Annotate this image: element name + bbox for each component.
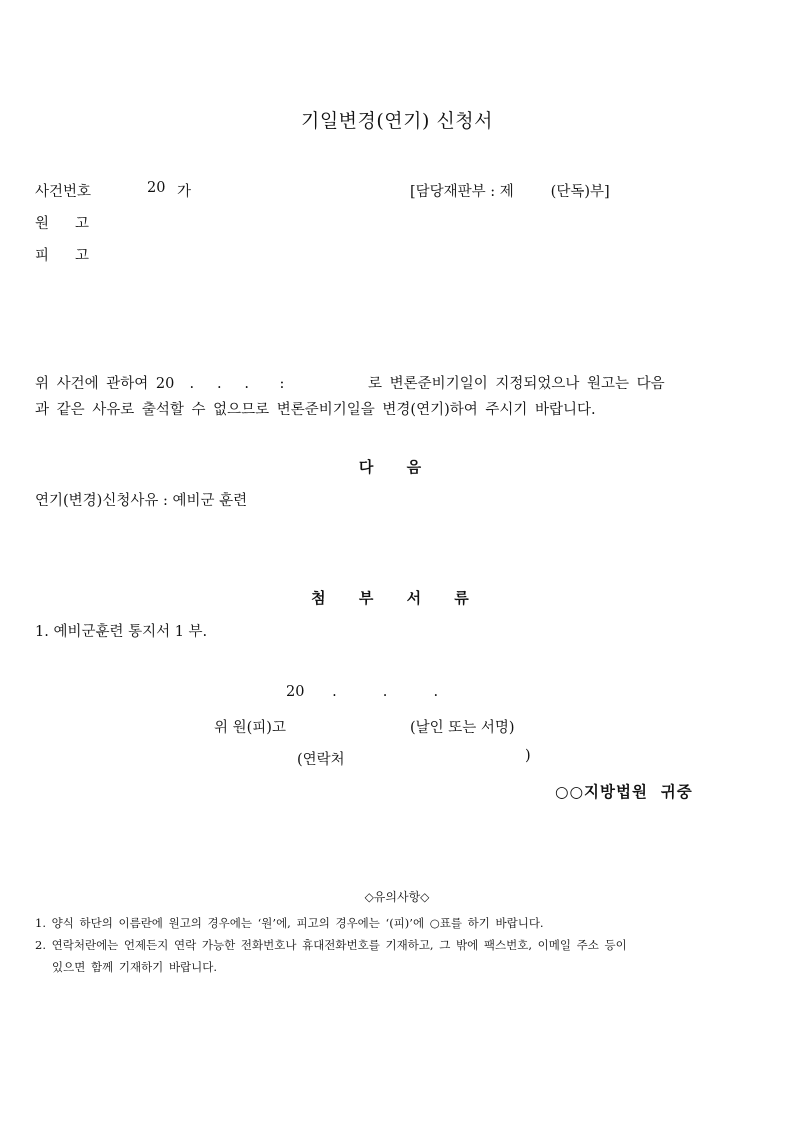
case-type: 가 [177,184,192,200]
note-item-2-continued: 있으면 함께 기재하기 바랍니다. [52,960,218,974]
postponement-reason: 연기(변경)신청사유 : 예비군 훈련 [35,493,248,509]
seal-or-signature: (날인 또는 서명) [410,720,515,736]
plaintiff-label: 원고 [35,216,116,232]
attachment-item: 1. 예비군훈련 통지서 1 부. [35,624,208,640]
court-addressee: ○○지방법원 귀중 [555,782,693,801]
judge-department: [담당재판부 : 제 (단독)부] [410,184,610,200]
request-body [35,371,715,423]
request-body-line1: 위 사건에 관하여 20 . . . : 로 변론준비기일이 지정되었으나 원고는 다음 [35,376,665,392]
note-item-2: 2. 연락처란에는 언제든지 연락 가능한 전화번호나 휴대전화번호를 기재하고, 그 밖에 팩스번호, 이메일 주소 등이 [35,938,627,952]
case-number-label: 사건번호 [35,184,92,200]
document-title: 기일변경(연기) 신청서 [300,110,494,132]
contact-label: (연락처 [297,752,345,768]
defendant-label: 피고 [35,248,116,264]
note-item-1: 1. 양식 하단의 이름란에 원고의 경우에는 ‘원’에, 피고의 경우에는 ‘(피)’에 ○표를 하기 바랍니다. [35,916,544,930]
case-year: 20 [147,180,166,196]
request-body-line2: 과 같은 사유로 출석할 수 없으므로 변론준비기일을 변경(연기)하여 주시기 바랍니다. [35,402,596,418]
signature-date: 20 . . . [286,684,439,700]
applicant-label: 위 원(피)고 [214,720,286,736]
next-heading: 다 음 [358,458,436,476]
notes-heading: ◇유의사항◇ [364,890,430,904]
attachments-heading: 첨 부 서 류 [311,589,483,607]
contact-close: ) [525,748,531,764]
